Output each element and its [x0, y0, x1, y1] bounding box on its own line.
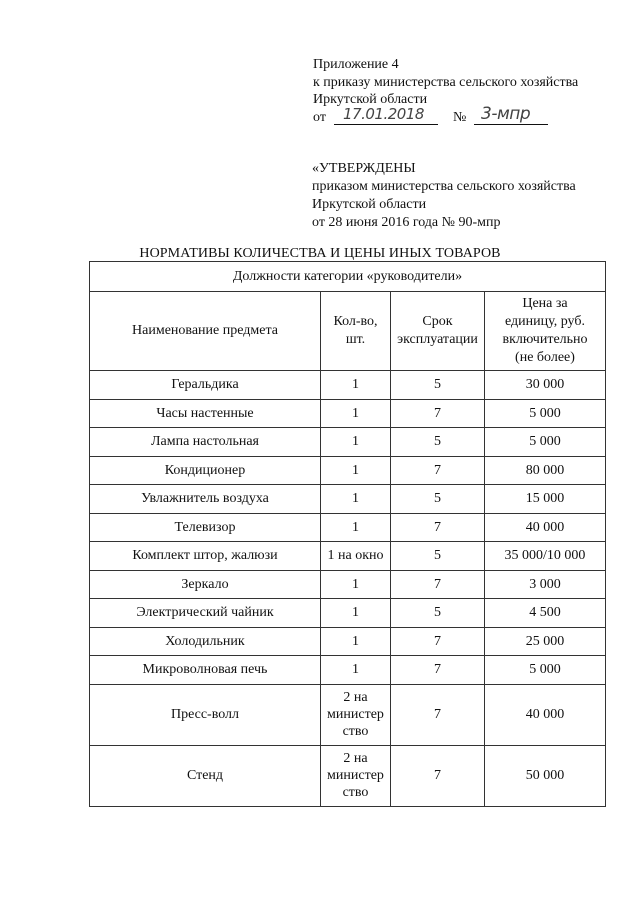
annex-region: Иркутской области [313, 92, 428, 108]
item-name: Холодильник [90, 627, 321, 656]
annex-date-blank [334, 124, 438, 125]
header-price-line: Цена за [522, 296, 568, 311]
item-qty: 1 на окно [321, 542, 391, 571]
item-qty-line: министер [327, 707, 384, 722]
approval-date-number: от 28 июня 2016 года № 90-мпр [312, 215, 501, 230]
document-title: НОРМАТИВЫ КОЛИЧЕСТВА И ЦЕНЫ ИНЫХ ТОВАРОВ [139, 246, 501, 261]
item-name: Часы настенные [90, 399, 321, 428]
header-name: Наименование предмета [90, 292, 321, 371]
item-term: 7 [391, 745, 485, 806]
table-row [90, 456, 606, 485]
table-row [90, 599, 606, 628]
item-qty: 1 [321, 428, 391, 457]
table-row [90, 656, 606, 685]
item-price: 3 000 [485, 570, 606, 599]
item-name: Пресс-волл [90, 684, 321, 745]
item-price: 80 000 [485, 456, 606, 485]
item-qty-line: 2 на [343, 751, 368, 766]
table-row [90, 627, 606, 656]
item-price: 40 000 [485, 684, 606, 745]
item-qty: 1 [321, 570, 391, 599]
approval-region: Иркутской области [312, 197, 427, 212]
item-price: 5 000 [485, 399, 606, 428]
approval-heading: «УТВЕРЖДЕНЫ [312, 161, 416, 176]
item-qty-line: ство [342, 724, 369, 739]
approval-order: приказом министерства сельского хозяйства [312, 179, 576, 194]
item-term: 5 [391, 599, 485, 628]
item-term: 7 [391, 399, 485, 428]
header-qty-line: шт. [345, 332, 366, 347]
norms-table [89, 261, 606, 807]
item-name: Лампа настольная [90, 428, 321, 457]
table-row [90, 428, 606, 457]
item-qty: 1 [321, 599, 391, 628]
item-price: 4 500 [485, 599, 606, 628]
category-cell: Должности категории «руководители» [90, 262, 606, 292]
item-term: 7 [391, 456, 485, 485]
item-price: 5 000 [485, 656, 606, 685]
item-qty: 1 [321, 456, 391, 485]
item-name: Увлажнитель воздуха [90, 485, 321, 514]
item-term: 5 [391, 428, 485, 457]
annex-date-number-row [313, 103, 578, 127]
item-price: 25 000 [485, 627, 606, 656]
item-qty-line: министер [327, 768, 384, 783]
table-row [90, 399, 606, 428]
header-term-line: эксплуатации [397, 332, 478, 347]
annex-header [313, 56, 578, 127]
item-name: Стенд [90, 745, 321, 806]
approval-block [312, 160, 576, 232]
item-name: Телевизор [90, 513, 321, 542]
category-row [90, 262, 606, 292]
header-price-line: включительно [502, 332, 588, 347]
item-term: 5 [391, 485, 485, 514]
item-name: Электрический чайник [90, 599, 321, 628]
item-name: Комплект штор, жалюзи [90, 542, 321, 571]
item-price: 5 000 [485, 428, 606, 457]
annex-date-handwritten: 17.01.2018 [343, 104, 424, 123]
item-qty: 1 [321, 513, 391, 542]
header-term-line: Срок [422, 314, 453, 329]
item-name: Геральдика [90, 371, 321, 400]
table-row [90, 745, 606, 806]
header-qty-line: Кол-во, [333, 314, 378, 329]
header-term [391, 292, 485, 371]
item-term: 7 [391, 684, 485, 745]
item-term: 7 [391, 513, 485, 542]
annex-number-label: № [453, 109, 467, 125]
item-name: Зеркало [90, 570, 321, 599]
item-qty-line: 2 на [343, 690, 368, 705]
item-price: 30 000 [485, 371, 606, 400]
item-qty: 1 [321, 371, 391, 400]
header-row [90, 292, 606, 371]
item-term: 7 [391, 627, 485, 656]
item-qty: 1 [321, 656, 391, 685]
item-qty-line: ство [342, 785, 369, 800]
item-qty [321, 745, 391, 806]
item-term: 5 [391, 371, 485, 400]
item-price: 50 000 [485, 745, 606, 806]
item-term: 5 [391, 542, 485, 571]
item-price: 35 000/10 000 [485, 542, 606, 571]
header-price-line: единицу, руб. [505, 314, 585, 329]
item-name: Микроволновая печь [90, 656, 321, 685]
table-row [90, 684, 606, 745]
item-term: 7 [391, 570, 485, 599]
header-price [485, 292, 606, 371]
item-price: 15 000 [485, 485, 606, 514]
table-row [90, 570, 606, 599]
annex-title: Приложение 4 [313, 57, 399, 72]
annex-date-label: от [313, 109, 326, 125]
item-price: 40 000 [485, 513, 606, 542]
header-qty [321, 292, 391, 371]
item-term: 7 [391, 656, 485, 685]
table-row [90, 485, 606, 514]
header-price-line: (не более) [515, 350, 575, 365]
item-qty: 1 [321, 399, 391, 428]
item-qty: 1 [321, 485, 391, 514]
item-name: Кондиционер [90, 456, 321, 485]
annex-number-blank [474, 124, 548, 125]
item-qty [321, 684, 391, 745]
table-row [90, 542, 606, 571]
table-row [90, 513, 606, 542]
item-qty: 1 [321, 627, 391, 656]
annex-order-reference: к приказу министерства сельского хозяйства [313, 74, 579, 90]
annex-number-handwritten: 3-мпр [481, 103, 531, 124]
table-row [90, 371, 606, 400]
